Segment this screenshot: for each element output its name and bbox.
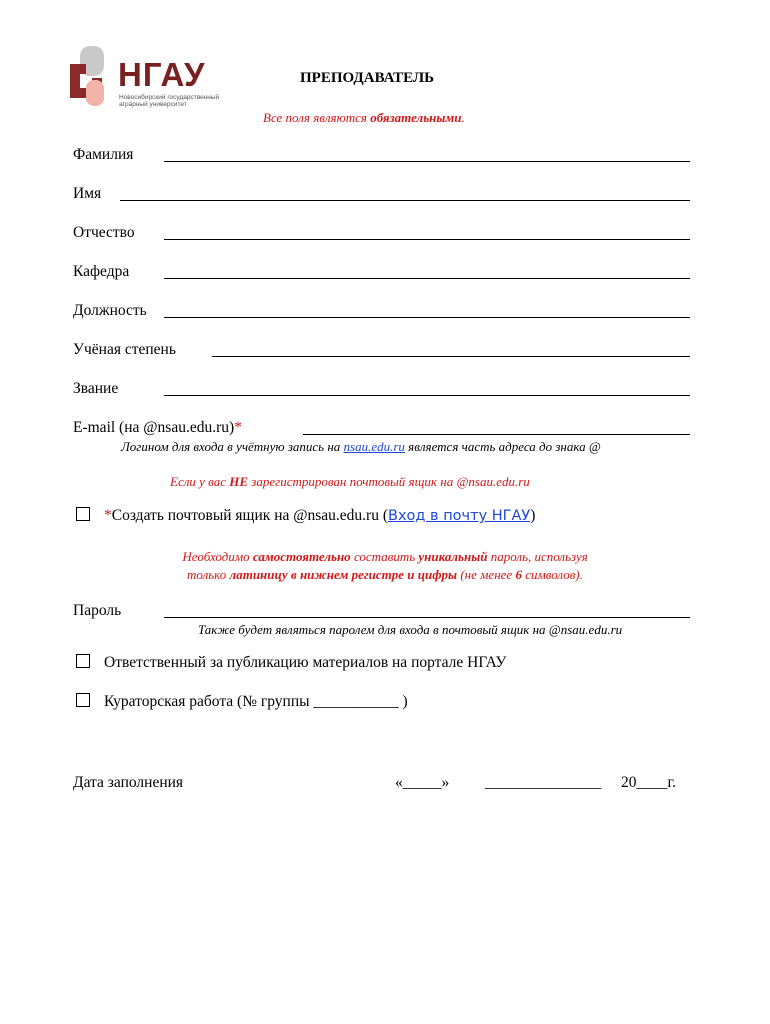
email-label-text: E-mail (на @nsau.edu.ru) <box>73 419 235 436</box>
position-field[interactable] <box>164 317 690 318</box>
nsau-link[interactable]: nsau.edu.ru <box>343 439 405 454</box>
no-mailbox-note <box>170 474 530 490</box>
password-field[interactable] <box>164 617 690 618</box>
surname-label: Фамилия <box>73 146 134 163</box>
surname-field[interactable] <box>164 161 690 162</box>
rules2-emph-d: 6 <box>515 567 522 582</box>
create-mailbox-checkbox[interactable] <box>76 507 90 521</box>
email-hint-suffix: является часть адреса до знака @ <box>404 439 601 454</box>
email-hint-prefix: Логином для входа в учётную запись на <box>121 439 344 454</box>
rules2-emph-b: латиницу в нижнем регистре и цифры <box>229 567 458 582</box>
position-label: Должность <box>73 302 147 319</box>
create-mailbox-text: Создать почтовый ящик на @nsau.edu.ru ( <box>111 507 389 524</box>
password-label: Пароль <box>73 602 122 619</box>
rules2-text-c: (не менее <box>457 567 516 582</box>
password-rules <box>0 548 770 584</box>
degree-field[interactable] <box>212 356 690 357</box>
required-note-emph: обязательными <box>370 110 462 125</box>
no-mailbox-prefix: Если у вас <box>170 474 230 489</box>
logo-wordmark: НГАУ <box>118 56 206 93</box>
curator-row <box>76 693 408 711</box>
rules-text-e: пароль, используя <box>487 549 588 564</box>
rules2-text-e: символов). <box>521 567 583 582</box>
email-hint <box>121 439 601 455</box>
password-rules-line2 <box>0 566 770 584</box>
create-mailbox-close: ) <box>530 507 536 524</box>
rules-emph-d: уникальный <box>418 549 488 564</box>
rank-field[interactable] <box>164 395 690 396</box>
create-mailbox-row <box>76 507 535 525</box>
responsible-row <box>76 654 506 672</box>
rules-text-a: Необходимо <box>182 549 253 564</box>
email-field[interactable] <box>303 434 690 435</box>
date-year-field[interactable]: 20____г. <box>621 774 676 791</box>
no-mailbox-emph: НЕ <box>229 474 249 489</box>
department-field[interactable] <box>164 278 690 279</box>
rules-emph-b: самостоятельно <box>252 549 351 564</box>
mail-login-link[interactable]: Вход в почту НГАУ <box>388 508 531 524</box>
email-label <box>73 419 242 437</box>
required-note-suffix: . <box>461 110 465 125</box>
university-logo <box>66 44 226 110</box>
required-note-prefix: Все поля являются <box>263 110 371 125</box>
logo-subtitle: Новосибирский государственный аграрный университет <box>119 94 220 108</box>
responsible-checkbox[interactable] <box>76 654 90 668</box>
create-mailbox-star: * <box>104 507 112 524</box>
curator-checkbox[interactable] <box>76 693 90 707</box>
date-day-field[interactable]: «_____» <box>395 774 450 791</box>
responsible-label: Ответственный за публикацию материалов на портале НГАУ <box>104 654 507 671</box>
curator-label: Кураторская работа (№ группы ___________ ) <box>104 693 408 710</box>
page-title: ПРЕПОДАВАТЕЛЬ <box>300 70 435 86</box>
logo-emblem-icon <box>66 44 126 110</box>
degree-label: Учёная степень <box>73 341 176 358</box>
no-mailbox-suffix: зарегистрирован почтовый ящик на @nsau.edu.ru <box>248 474 530 489</box>
date-label: Дата заполнения <box>73 774 184 791</box>
email-required-star: * <box>234 419 242 436</box>
rules2-text-a: только <box>187 567 230 582</box>
rules-text-c: составить <box>350 549 419 564</box>
patronymic-label: Отчество <box>73 224 135 241</box>
patronymic-field[interactable] <box>164 239 690 240</box>
password-hint: Также будет являться паролем для входа в почтовый ящик на @nsau.edu.ru <box>198 622 623 637</box>
date-month-field[interactable]: _______________ <box>485 774 602 791</box>
password-rules-line1 <box>0 548 770 566</box>
name-label: Имя <box>73 185 102 202</box>
department-label: Кафедра <box>73 263 130 280</box>
rank-label: Звание <box>73 380 119 397</box>
required-note <box>263 110 465 126</box>
name-field[interactable] <box>120 200 690 201</box>
